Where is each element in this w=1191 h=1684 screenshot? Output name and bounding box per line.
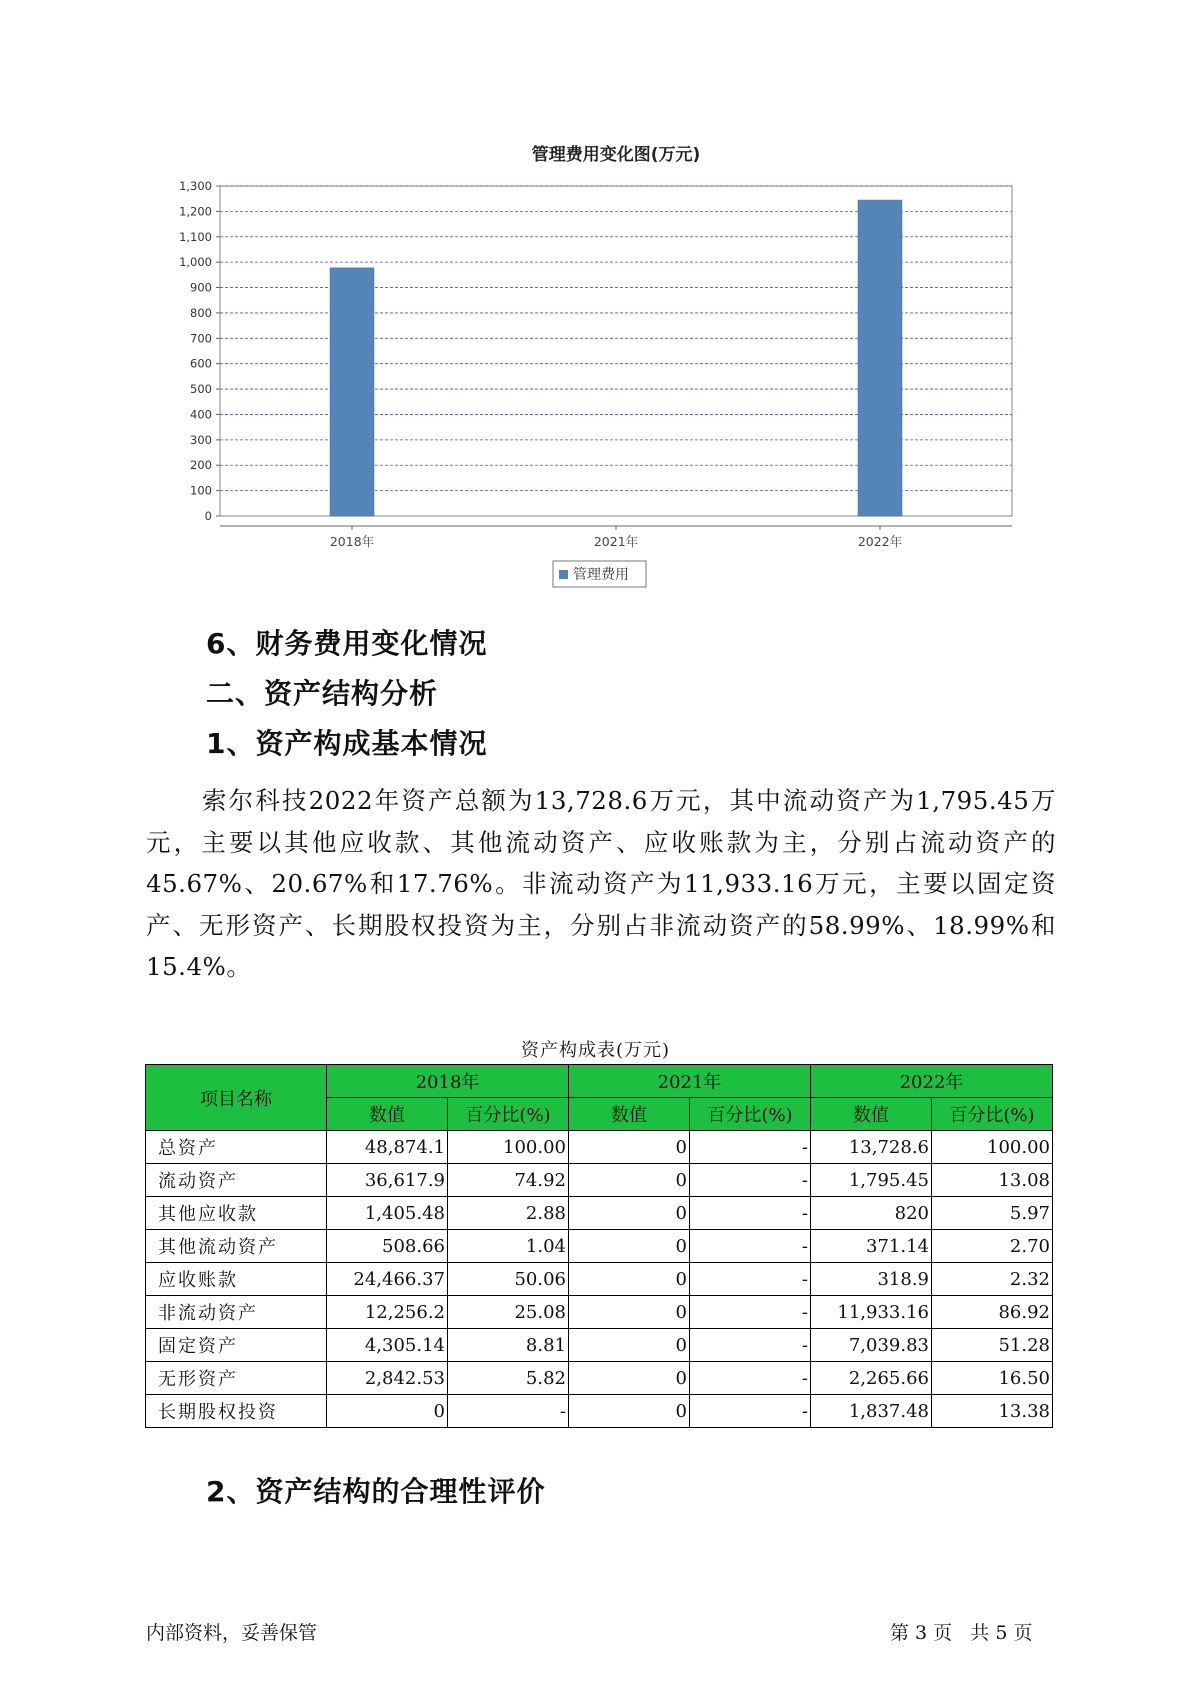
cell-value: 1,795.45 <box>811 1164 932 1197</box>
row-name: 应收账款 <box>146 1263 327 1296</box>
header-year-2018: 2018年 <box>327 1065 569 1098</box>
cell-percent: 5.82 <box>448 1362 569 1395</box>
cell-value: 36,617.9 <box>327 1164 448 1197</box>
cell-value: 12,256.2 <box>327 1296 448 1329</box>
y-tick-label: 800 <box>190 305 212 320</box>
y-tick-label: 1,200 <box>179 204 212 219</box>
cell-percent: - <box>690 1329 811 1362</box>
y-tick-label: 100 <box>190 483 212 498</box>
y-tick-label: 400 <box>190 407 212 422</box>
table-row <box>146 1362 1053 1395</box>
row-name: 非流动资产 <box>146 1296 327 1329</box>
section-heading-finance-cost: 6、财务费用变化情况 <box>206 627 488 660</box>
cell-value: 0 <box>569 1296 690 1329</box>
cell-percent: 100.00 <box>448 1131 569 1164</box>
section-heading-asset-composition: 1、资产构成基本情况 <box>206 727 488 760</box>
footer-confidential-note: 内部资料，妥善保管 <box>146 1622 318 1644</box>
cell-value: 0 <box>569 1395 690 1428</box>
table-row <box>146 1263 1053 1296</box>
cell-value: 0 <box>569 1230 690 1263</box>
cell-value: 1,405.48 <box>327 1197 448 1230</box>
table-row <box>146 1329 1053 1362</box>
section-heading-structure-evaluation: 2、资产结构的合理性评价 <box>206 1475 546 1508</box>
header-value: 数值 <box>811 1098 932 1131</box>
row-name: 无形资产 <box>146 1362 327 1395</box>
y-tick-label: 900 <box>190 280 212 295</box>
y-tick-label: 300 <box>190 432 212 447</box>
cell-value: 11,933.16 <box>811 1296 932 1329</box>
y-tick-label: 200 <box>190 458 212 473</box>
cell-percent: 5.97 <box>932 1197 1053 1230</box>
table-row <box>146 1296 1053 1329</box>
y-tick-label: 1,100 <box>179 229 212 244</box>
header-year-2021: 2021年 <box>569 1065 811 1098</box>
header-percent: 百分比(%) <box>690 1098 811 1131</box>
bar-chart <box>0 0 1191 600</box>
cell-percent: 16.50 <box>932 1362 1053 1395</box>
cell-percent: 13.08 <box>932 1164 1053 1197</box>
cell-percent: 50.06 <box>448 1263 569 1296</box>
cell-value: 371.14 <box>811 1230 932 1263</box>
bar <box>330 268 374 516</box>
cell-percent: - <box>690 1131 811 1164</box>
footer-page-number: 第 3 页 共 5 页 <box>890 1622 1033 1644</box>
y-tick-label: 0 <box>204 509 212 523</box>
header-year-2022: 2022年 <box>811 1065 1053 1098</box>
y-tick-label: 600 <box>190 356 212 371</box>
cell-percent: 1.04 <box>448 1230 569 1263</box>
table-row <box>146 1131 1053 1164</box>
cell-percent: 8.81 <box>448 1329 569 1362</box>
cell-percent: - <box>690 1164 811 1197</box>
cell-percent: - <box>690 1395 811 1428</box>
cell-percent: 2.70 <box>932 1230 1053 1263</box>
x-tick-label: 2021年 <box>593 534 639 549</box>
cell-percent: - <box>690 1296 811 1329</box>
cell-percent: 100.00 <box>932 1131 1053 1164</box>
cell-value: 508.66 <box>327 1230 448 1263</box>
cell-percent: - <box>690 1362 811 1395</box>
row-name: 流动资产 <box>146 1164 327 1197</box>
cell-value: 0 <box>327 1395 448 1428</box>
cell-percent: 86.92 <box>932 1296 1053 1329</box>
legend-label: 管理费用 <box>573 567 629 583</box>
cell-value: 48,874.1 <box>327 1131 448 1164</box>
cell-percent: - <box>690 1230 811 1263</box>
cell-value: 24,466.37 <box>327 1263 448 1296</box>
x-tick-label: 2018年 <box>329 534 375 549</box>
cell-value: 13,728.6 <box>811 1131 932 1164</box>
header-percent: 百分比(%) <box>448 1098 569 1131</box>
cell-value: 7,039.83 <box>811 1329 932 1362</box>
row-name: 固定资产 <box>146 1329 327 1362</box>
row-name: 其他应收款 <box>146 1197 327 1230</box>
y-tick-label: 500 <box>190 382 212 397</box>
chart-title: 管理费用变化图(万元) <box>531 145 701 165</box>
header-value: 数值 <box>569 1098 690 1131</box>
table-row <box>146 1230 1053 1263</box>
section-heading-asset-structure: 二、资产结构分析 <box>206 677 439 710</box>
cell-value: 820 <box>811 1197 932 1230</box>
cell-value: 0 <box>569 1197 690 1230</box>
y-tick-label: 1,000 <box>179 255 212 270</box>
legend-swatch <box>559 570 568 579</box>
x-tick-label: 2022年 <box>857 534 903 549</box>
cell-value: 2,265.66 <box>811 1362 932 1395</box>
cell-percent: 74.92 <box>448 1164 569 1197</box>
cell-value: 318.9 <box>811 1263 932 1296</box>
header-item-name: 项目名称 <box>146 1065 327 1131</box>
cell-percent: 2.32 <box>932 1263 1053 1296</box>
cell-percent: 2.88 <box>448 1197 569 1230</box>
cell-value: 0 <box>569 1329 690 1362</box>
cell-value: 1,837.48 <box>811 1395 932 1428</box>
cell-value: 0 <box>569 1263 690 1296</box>
y-tick-label: 700 <box>190 331 212 346</box>
table-row <box>146 1164 1053 1197</box>
chart-block <box>0 0 1191 600</box>
table-row <box>146 1395 1053 1428</box>
table-row <box>146 1197 1053 1230</box>
asset-composition-table <box>145 1064 1053 1428</box>
cell-percent: - <box>690 1197 811 1230</box>
cell-percent: 51.28 <box>932 1329 1053 1362</box>
cell-percent: - <box>690 1263 811 1296</box>
cell-percent: 25.08 <box>448 1296 569 1329</box>
table-caption: 资产构成表(万元) <box>520 1040 671 1061</box>
cell-value: 4,305.14 <box>327 1329 448 1362</box>
row-name: 总资产 <box>146 1131 327 1164</box>
cell-percent: 13.38 <box>932 1395 1053 1428</box>
row-name: 长期股权投资 <box>146 1395 327 1428</box>
cell-value: 0 <box>569 1164 690 1197</box>
y-tick-label: 1,300 <box>179 179 212 193</box>
cell-value: 2,842.53 <box>327 1362 448 1395</box>
asset-summary-paragraph: 索尔科技2022年资产总额为13,728.6万元，其中流动资产为1,795.45万元，主要以其他应收款、其他流动资产、应收账款为主，分别占流动资产的45.67%、20.67%和17.76%。非流动资产为11,933.16万元，主要以固定资产、无形资产、长期股权投资为主，分别占非流动资产的58.99%、18.99%和15.4%。 <box>146 786 1056 981</box>
header-value: 数值 <box>327 1098 448 1131</box>
row-name: 其他流动资产 <box>146 1230 327 1263</box>
header-percent: 百分比(%) <box>932 1098 1053 1131</box>
cell-value: 0 <box>569 1362 690 1395</box>
cell-value: 0 <box>569 1131 690 1164</box>
bar <box>858 200 902 516</box>
cell-percent: - <box>448 1395 569 1428</box>
